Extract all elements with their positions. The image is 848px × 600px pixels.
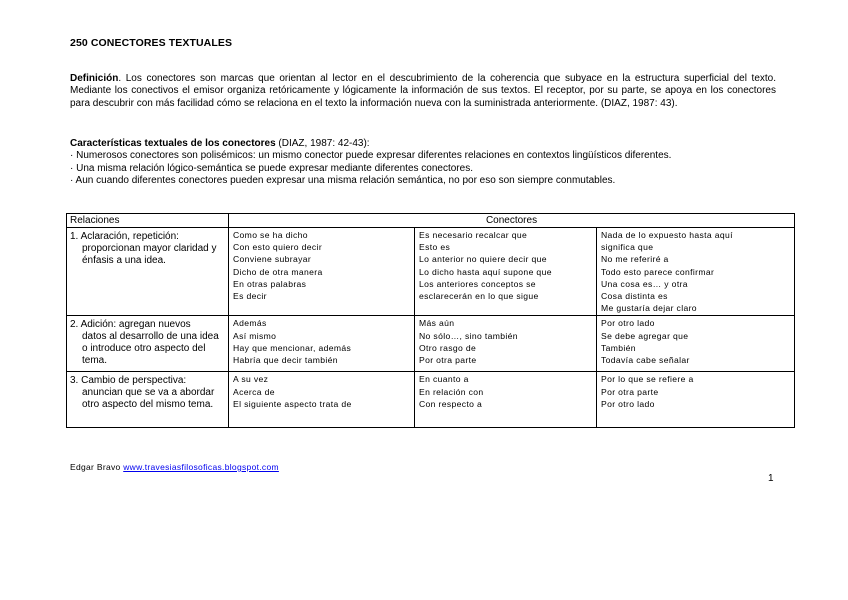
characteristic-bullet: · Una misma relación lógico-semántica se puede expresar mediante diferentes conectores.	[70, 162, 473, 174]
connector-item: Como se ha dicho	[233, 230, 308, 240]
connector-item: Con esto quiero decir	[233, 242, 323, 253]
definition-paragraph	[70, 73, 776, 110]
characteristics-label: Características textuales de los conectores	[70, 138, 276, 149]
relation-cell	[67, 228, 229, 316]
connector-item: esclarecerán en lo que sigue	[419, 291, 539, 302]
relation-cell	[67, 316, 229, 372]
characteristic-bullet: · Aun cuando diferentes conectores pueden expresar una misma relación semántica, no por eso son siempre conmutables.	[70, 174, 616, 186]
definition-label: Definición	[70, 73, 119, 84]
page-number: 1	[768, 473, 774, 484]
footer	[70, 462, 279, 472]
characteristics-citation: (DIAZ, 1987: 42-43):	[275, 138, 370, 149]
relation-title: 3. Cambio de perspectiva:	[70, 375, 187, 387]
connectors-cell	[229, 316, 415, 372]
connectors-cell	[415, 372, 597, 428]
connector-item: Así mismo	[233, 330, 277, 341]
connectors-cell	[415, 316, 597, 372]
connector-item: significa que	[601, 242, 654, 253]
connector-item: Por lo que se refiere a	[601, 374, 694, 385]
relation-description: datos al desarrollo de una idea o introduce otro aspecto del tema.	[82, 331, 219, 366]
connector-item: Todo esto parece confirmar	[601, 266, 715, 277]
connector-item: A su vez	[233, 374, 269, 385]
connector-item: En cuanto a	[419, 374, 469, 385]
characteristics-heading	[70, 138, 776, 150]
connector-item: Esto es	[419, 242, 451, 253]
connector-item: Se debe agregar que	[601, 330, 689, 341]
connector-item: Dicho de otra manera	[233, 266, 323, 277]
table-header-row	[67, 214, 795, 228]
connector-item: Por otra parte	[419, 355, 477, 366]
header-connectors: Conectores	[229, 214, 795, 228]
connector-item: Habría que decir también	[233, 355, 338, 366]
connector-item: No me referiré a	[601, 254, 669, 265]
relation-title: 1. Aclaración, repetición:	[70, 231, 179, 242]
connectors-cell	[229, 372, 415, 428]
table-row	[67, 228, 795, 316]
connectors-table	[66, 213, 795, 428]
connector-item: No sólo…, sino también	[419, 330, 518, 341]
connector-item: Más aún	[419, 318, 455, 329]
connector-item: También	[601, 342, 636, 353]
characteristics-section	[70, 138, 776, 187]
document-title: 250 CONECTORES TEXTUALES	[70, 37, 233, 49]
connector-item: Lo dicho hasta aquí supone que	[419, 266, 552, 277]
connector-item: Cosa distinta es	[601, 291, 668, 302]
connectors-cell	[415, 228, 597, 316]
connector-item: Hay que mencionar, además	[233, 342, 352, 353]
relation-cell	[67, 372, 229, 428]
connector-item: El siguiente aspecto trata de	[233, 398, 352, 409]
header-relations: Relaciones	[67, 214, 229, 228]
connector-item: Es decir	[233, 291, 267, 302]
connector-item: Los anteriores conceptos se	[419, 278, 536, 289]
connector-item: Con respecto a	[419, 398, 483, 409]
relation-description: proporcionan mayor claridad y énfasis a una idea.	[82, 242, 217, 266]
connectors-cell	[597, 228, 795, 316]
definition-text: . Los conectores son marcas que orientan al lector en el descubrimiento de la coherencia que subyace en la estructura superficial del texto. Mediante los conectivos el emisor organiza retóricamente y lógicamente la información de sus textos. El receptor, por su parte, se apoya en los conectores para descubrir con más facilidad cómo se relaciona en el texto la información nueva con la suministrada anteriormente. (DIAZ, 1987: 43).	[70, 73, 776, 109]
connector-item: Me gustaría dejar claro	[601, 303, 697, 314]
table-row	[67, 316, 795, 372]
table-row	[67, 372, 795, 428]
connector-item: Además	[233, 318, 267, 329]
relation-description: anuncian que se va a abordar otro aspecto del mismo tema.	[82, 387, 215, 411]
connector-item: Una cosa es… y otra	[601, 278, 688, 289]
footer-blog-link[interactable]: www.travesiasfilosoficas.blogspot.com	[123, 462, 279, 472]
connector-item: Conviene subrayar	[233, 254, 312, 265]
footer-author: Edgar Bravo	[70, 462, 124, 472]
connector-item: Por otro lado	[601, 318, 655, 329]
connector-item: Nada de lo expuesto hasta aquí	[601, 230, 733, 240]
connector-item: Acerca de	[233, 386, 275, 397]
connector-item: Lo anterior no quiere decir que	[419, 254, 547, 265]
connectors-cell	[597, 316, 795, 372]
connectors-cell	[229, 228, 415, 316]
connector-item: En otras palabras	[233, 278, 307, 289]
connector-item: Es necesario recalcar que	[419, 230, 528, 240]
connectors-cell	[597, 372, 795, 428]
connector-item: En relación con	[419, 386, 484, 397]
characteristic-bullet: · Numerosos conectores son polisémicos: un mismo conector puede expresar diferentes relaciones en contextos lingüísticos diferentes.	[70, 150, 672, 162]
connector-item: Todavía cabe señalar	[601, 355, 690, 366]
connector-item: Por otro lado	[601, 398, 655, 409]
relation-title: 2. Adición: agregan nuevos	[70, 319, 191, 331]
connector-item: Por otra parte	[601, 386, 659, 397]
connector-item: Otro rasgo de	[419, 342, 477, 353]
